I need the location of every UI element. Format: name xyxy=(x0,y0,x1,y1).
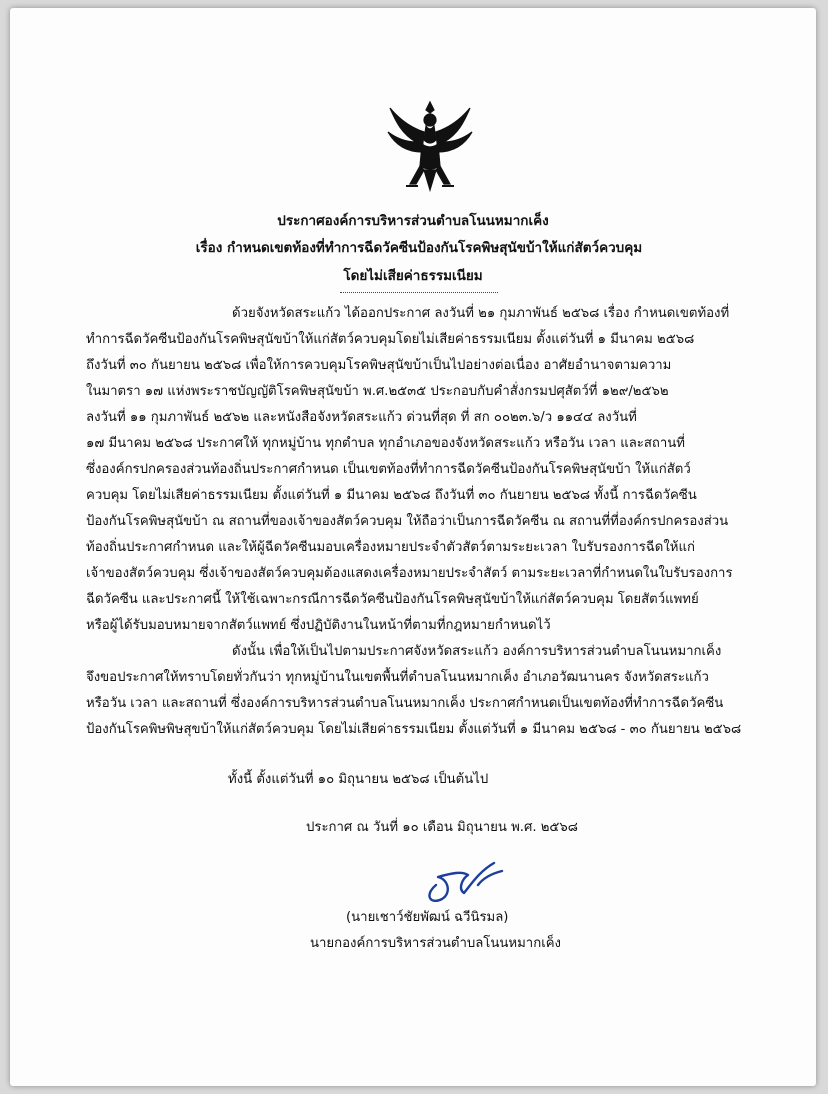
announcement-subject: เรื่อง กำหนดเขตท้องที่ทำการฉีดวัคซีนป้องกันโรคพิษสุนัขบ้าให้แก่สัตว์ควบคุม xyxy=(195,240,643,256)
paragraph-2-line: หรือวัน เวลา และสถานที่ ซึ่งองค์การบริหารส่วนตำบลโนนหมากเค็ง ประกาศกำหนดเป็นเขตท้องที่ทำการฉีดวัคซีน xyxy=(86,696,724,711)
paragraph-2-line: จึงขอประกาศให้ทราบโดยทั่วกันว่า ทุกหมู่บ้านในเขตพื้นที่ตำบลโนนหมากเค็ง อำเภอวัฒนานคร จังหวัดสระแก้ว xyxy=(86,670,709,685)
paragraph-1-line: ฉีดวัคซีน และประกาศนี้ ให้ใช้เฉพาะกรณีการฉีดวัคซีนป้องกันโรคพิษสุนัขบ้าให้แก่สัตว์ควบคุม โดยสัตว์แพทย์ xyxy=(86,592,699,607)
paragraph-2-line: ดังนั้น เพื่อให้เป็นไปตามประกาศจังหวัดสระแก้ว องค์การบริหารส่วนตำบลโนนหมากเค็ง xyxy=(232,644,722,659)
paragraph-1-line: ถึงวันที่ ๓๐ กันยายน ๒๕๖๘ เพื่อให้การควบคุมโรคพิษสุนัขบ้าเป็นไปอย่างต่อเนื่อง อาศัยอำนาจตามความ xyxy=(86,358,672,373)
paragraph-1-line: หรือผู้ได้รับมอบหมายจากสัตว์แพทย์ ซึ่งปฏิบัติงานในหน้าที่ตามที่กฎหมายกำหนดไว้ xyxy=(86,618,551,633)
signatory-position: นายกองค์การบริหารส่วนตำบลโนนหมากเค็ง xyxy=(310,936,561,951)
paragraph-1-line: ควบคุม โดยไม่เสียค่าธรรมเนียม ตั้งแต่วันที่ ๑ มีนาคม ๒๕๖๘ ถึงวันที่ ๓๐ กันยายน ๒๕๖๘ ทั้งนี้ การฉีดวัคซีน xyxy=(86,488,697,503)
paragraph-1-line: ลงวันที่ ๑๑ กุมภาพันธ์ ๒๕๖๒ และหนังสือจังหวัดสระแก้ว ด่วนที่สุด ที่ สก ๐๐๒๓.๖/ว ๑๑๔๔ ลงวันที่ xyxy=(86,410,637,425)
paragraph-2-line: ป้องกันโรคพิษพิษสุขบ้าให้แก่สัตว์ควบคุม โดยไม่เสียค่าธรรมเนียม ตั้งแต่วันที่ ๑ มีนาคม ๒๕๖๘ - ๓๐ กันยายน ๒๕๖๘ xyxy=(86,722,742,737)
announcement-date: ประกาศ ณ วันที่ ๑๐ เดือน มิถุนายน พ.ศ. ๒๕๖๘ xyxy=(306,820,578,835)
paragraph-1-line: ทำการฉีดวัคซีนป้องกันโรคพิษสุนัขบ้าให้แก่สัตว์ควบคุมโดยไม่เสียค่าธรรมเนียม ตั้งแต่วันที่ ๑ มีนาคม ๒๕๖๘ xyxy=(86,332,695,347)
paragraph-1-line: ด้วยจังหวัดสระแก้ว ได้ออกประกาศ ลงวันที่ ๒๑ กุมภาพันธ์ ๒๕๖๘ เรื่อง กำหนดเขตท้องที่ xyxy=(232,306,730,321)
paragraph-1-line: ซึ่งองค์กรปกครองส่วนท้องถิ่นประกาศกำหนด เป็นเขตท้องที่ทำการฉีดวัคซีนป้องกันโรคพิษสุนัขบ้า ให้แก่สัตว์ xyxy=(86,462,691,477)
paragraph-1-line: ป้องกันโรคพิษสุนัขบ้า ณ สถานที่ของเจ้าของสัตว์ควบคุม ให้ถือว่าเป็นการฉีดวัคซีน ณ สถานที่ที่องค์กรปกครองส่วน xyxy=(86,514,729,529)
garuda-emblem-icon xyxy=(382,98,478,198)
signatory-name: (นายเชาว์ชัยพัฒน์ ฉวีนิรมล) xyxy=(346,910,509,925)
paragraph-1-line: ในมาตรา ๑๗ แห่งพระราชบัญญัติโรคพิษสุนัขบ้า พ.ศ.๒๕๓๕ ประกอบกับคำสั่งกรมปศุสัตว์ที่ ๑๒๙/๒๕๖๒ xyxy=(86,384,669,399)
signature-icon xyxy=(422,855,512,907)
effective-date: ทั้งนี้ ตั้งแต่วันที่ ๑๐ มิถุนายน ๒๕๖๘ เป็นต้นไป xyxy=(228,772,489,787)
announcement-title: ประกาศองค์การบริหารส่วนตำบลโนนหมากเค็ง xyxy=(277,213,549,229)
title-separator xyxy=(340,292,498,293)
paragraph-1-line: ท้องถิ่นประกาศกำหนด และให้ผู้ฉีดวัคซีนมอบเครื่องหมายประจำตัวสัตว์ตามระยะเวลา ใบรับรองการฉีดให้แก่ xyxy=(86,540,695,555)
announcement-subject-continued: โดยไม่เสียค่าธรรมเนียม xyxy=(343,268,483,284)
paragraph-1-line: ๑๗ มีนาคม ๒๕๖๘ ประกาศให้ ทุกหมู่บ้าน ทุกตำบล ทุกอำเภอของจังหวัดสระแก้ว หรือวัน เวลา และสถานที่ xyxy=(86,436,686,451)
paragraph-1-line: เจ้าของสัตว์ควบคุม ซึ่งเจ้าของสัตว์ควบคุมต้องแสดงเครื่องหมายประจำสัตว์ ตามระยะเวลาที่กำหนดในใบรับรองการ xyxy=(86,566,733,581)
document-page xyxy=(10,8,816,1086)
